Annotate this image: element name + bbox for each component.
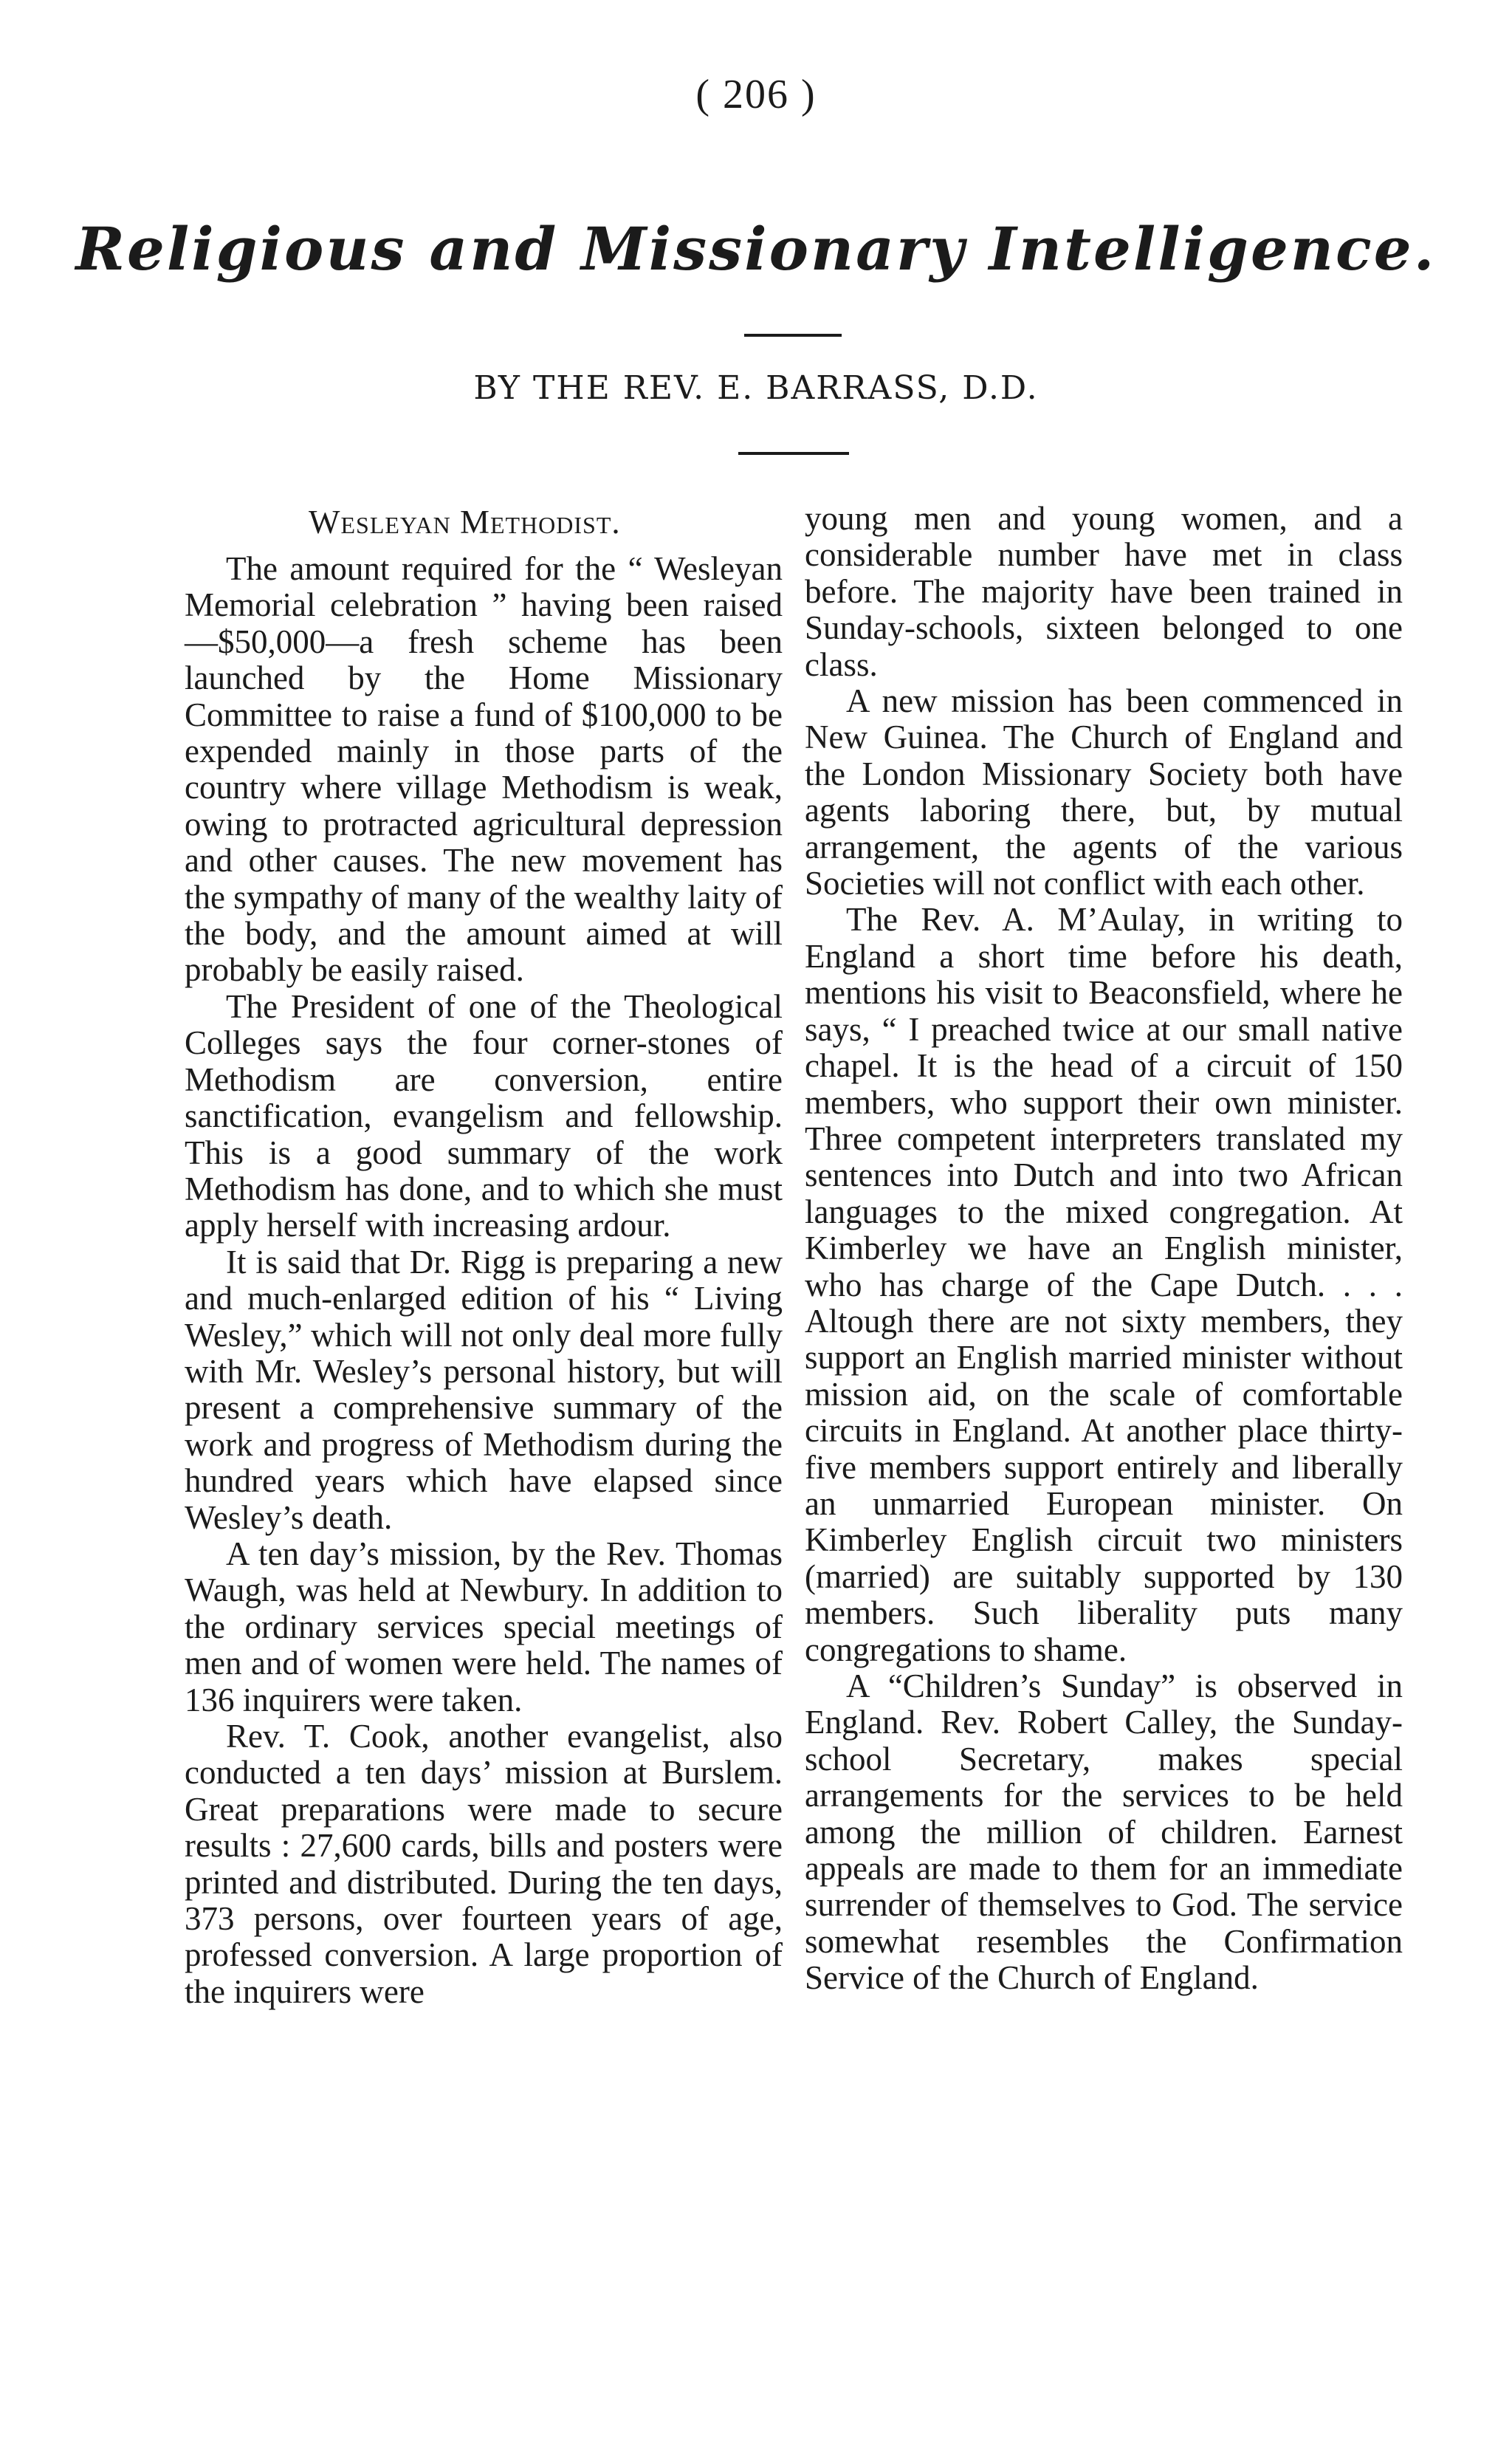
paragraph: It is said that Dr. Rigg is preparing a new and much-enlarged edition of his “ Living Wesley,” which will not only deal more fully with Mr. Wesley’s personal history, but will present a comprehensive summary of the work and progress of Methodism during the hundred years which have elapsed since Wesley’s death. [185, 1243, 783, 1536]
title-divider [744, 334, 842, 337]
paragraph: Rev. T. Cook, another evangelist, also conducted a ten days’ mission at Burslem. Great preparations were made to secure results : 27,600 cards, bills and posters were printed and distributed. During the ten days, 373 persons, over fourteen years of age, professed conversion. A large proportion of the inquirers were [185, 1718, 783, 2010]
paragraph: The President of one of the Theological Colleges says the four corner-stones of Methodism are conversion, entire sanctification, evangelism and fellowship. This is a good summary of the work Methodism has done, and to which she must apply herself with increasing ardour. [185, 987, 783, 1244]
page-number: ( 206 ) [695, 72, 817, 117]
paragraph-continued: young men and young women, and a considerable number have met in class before. The majority have been trained in Sunday-schools, sixteen belonged to one class. [805, 500, 1403, 683]
paragraph: The Rev. A. M’Aulay, in writing to England a short time before his death, mentions his visit to Beaconsfield, where he says, “ I preached twice at our small native chapel. It is the head of a circuit of 150 members, who support their own minister. Three competent interpreters translated my sentences into Dutch and into two African languages to the mixed congregation. At Kimberley we have an English minister, who has charge of the Cape Dutch. . . . Altough there are not sixty members, they support an English married minister without mission aid, on the scale of comfortable circuits in England. At another place thirty-five members support entirely and liberally an unmarried European minister. On Kimberley English circuit two ministers (married) are suitably supported by 130 members. Such liberality puts many congregations to shame. [805, 901, 1403, 1668]
section-heading: Wesleyan Methodist. [309, 504, 621, 541]
byline-divider [738, 452, 849, 455]
paragraph: The amount required for the “ Wesleyan Memorial celebration ” having been raised—$50,000—a fresh scheme has been launched by the Home Missionary Committee to raise a fund of $100,000 to be expended mainly in those parts of the country where village Methodism is weak, owing to protracted agricultural depression and other causes. The new movement has the sympathy of many of the wealthy laity of the body, and the amount aimed at will probably be easily raised. [185, 550, 783, 989]
author-byline: BY THE REV. E. BARRASS, D.D. [473, 369, 1039, 407]
left-column [185, 501, 783, 2010]
page-title: Religious and Missionary Intelligence. [75, 214, 1437, 284]
paragraph: A “Children’s Sunday” is observed in England. Rev. Robert Calley, the Sunday-school Secretary, makes special arrangements for the services to be held among the million of children. Earnest appeals are made to them for an immediate surrender of themselves to God. The service somewhat resembles the Confirmation Service of the Church of England. [805, 1667, 1403, 1997]
paragraph: A new mission has been commenced in New Guinea. The Church of England and the London Missionary Society both have agents laboring there, but, by mutual arrangement, the agents of the various Societies will not conflict with each other. [805, 682, 1403, 902]
right-column [805, 501, 1403, 1997]
paragraph: A ten day’s mission, by the Rev. Thomas Waugh, was held at Newbury. In addition to the ordinary services special meetings of men and of women were held. The names of 136 inquirers were taken. [185, 1535, 783, 1718]
